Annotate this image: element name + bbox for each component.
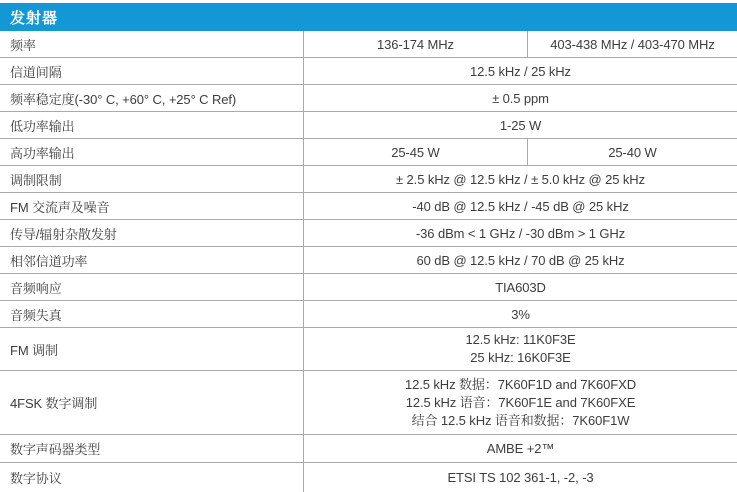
spec-value-area [304, 139, 737, 165]
spec-value-area [304, 371, 737, 434]
spec-label: 传导/辐射杂散发射 [0, 220, 304, 246]
spec-value: 60 dB @ 12.5 kHz / 70 dB @ 25 kHz [416, 252, 625, 268]
spec-row [0, 220, 737, 247]
spec-row [0, 463, 737, 492]
spec-value: 12.5 kHz / 25 kHz [470, 63, 571, 79]
spec-table [0, 31, 737, 492]
spec-label: 音频响应 [0, 274, 304, 300]
spec-row [0, 85, 737, 112]
spec-value-area [304, 166, 737, 192]
spec-value-area [304, 328, 737, 370]
spec-row [0, 166, 737, 193]
spec-row [0, 274, 737, 301]
spec-label: 低功率输出 [0, 112, 304, 138]
spec-value-area [304, 247, 737, 273]
spec-label: 数字声码器类型 [0, 435, 304, 462]
spec-value: ± 0.5 ppm [492, 90, 549, 106]
spec-label: 4FSK 数字调制 [0, 371, 304, 434]
spec-row [0, 193, 737, 220]
spec-value: 3% [511, 306, 530, 322]
spec-value: TIA603D [495, 279, 546, 295]
spec-value-area [304, 112, 737, 138]
spec-label: 调制限制 [0, 166, 304, 192]
spec-value: AMBE +2™ [486, 441, 555, 456]
spec-value: ETSI TS 102 361-1, -2, -3 [447, 470, 594, 485]
spec-value: -36 dBm < 1 GHz / -30 dBm > 1 GHz [415, 225, 626, 241]
section-title: 发射器 [10, 9, 59, 27]
spec-value-area [304, 58, 737, 84]
spec-value-area [304, 301, 737, 327]
spec-value: 403-438 MHz / 403-470 MHz [550, 36, 715, 52]
spec-label: 频率稳定度(-30° C, +60° C, +25° C Ref) [0, 85, 304, 111]
spec-row [0, 328, 737, 371]
spec-value-area [304, 85, 737, 111]
spec-value-area [304, 274, 737, 300]
spec-value-multiline [304, 328, 737, 370]
spec-value: 25-45 W [304, 139, 528, 165]
spec-value: 25-40 W [608, 144, 657, 160]
spec-row [0, 301, 737, 328]
spec-row [0, 139, 737, 166]
spec-value: 1-25 W [499, 117, 542, 133]
spec-value-line: 结合 12.5 kHz 语音和数据：7K60F1W [411, 412, 630, 428]
spec-row [0, 58, 737, 85]
spec-value: 136-174 MHz [304, 31, 528, 57]
spec-row [0, 247, 737, 274]
spec-row [0, 435, 737, 463]
spec-label: 信道间隔 [0, 58, 304, 84]
spec-value-multiline [304, 371, 737, 434]
spec-row [0, 112, 737, 139]
spec-label: 相邻信道功率 [0, 247, 304, 273]
spec-value-area [304, 435, 737, 462]
spec-value-line: 12.5 kHz 数据：7K60F1D and 7K60FXD [404, 376, 636, 392]
spec-value-line: 25 kHz: 16K0F3E [470, 350, 571, 365]
spec-value-area [304, 31, 737, 57]
spec-row [0, 31, 737, 58]
spec-value-line: 12.5 kHz: 11K0F3E [465, 332, 576, 347]
spec-label: 频率 [0, 31, 304, 57]
spec-value-area [304, 220, 737, 246]
spec-label: 音频失真 [0, 301, 304, 327]
spec-value: -40 dB @ 12.5 kHz / -45 dB @ 25 kHz [412, 198, 629, 214]
spec-label: FM 交流声及噪音 [0, 193, 304, 219]
section-header [0, 3, 737, 31]
spec-row [0, 371, 737, 435]
spec-label: 高功率输出 [0, 139, 304, 165]
spec-value: ± 2.5 kHz @ 12.5 kHz / ± 5.0 kHz @ 25 kHz [396, 171, 645, 187]
spec-value-line: 12.5 kHz 语音：7K60F1E and 7K60FXE [405, 394, 636, 410]
spec-label: 数字协议 [0, 463, 304, 492]
spec-label: FM 调制 [0, 328, 304, 370]
spec-value-area [304, 463, 737, 492]
spec-value-area [304, 193, 737, 219]
